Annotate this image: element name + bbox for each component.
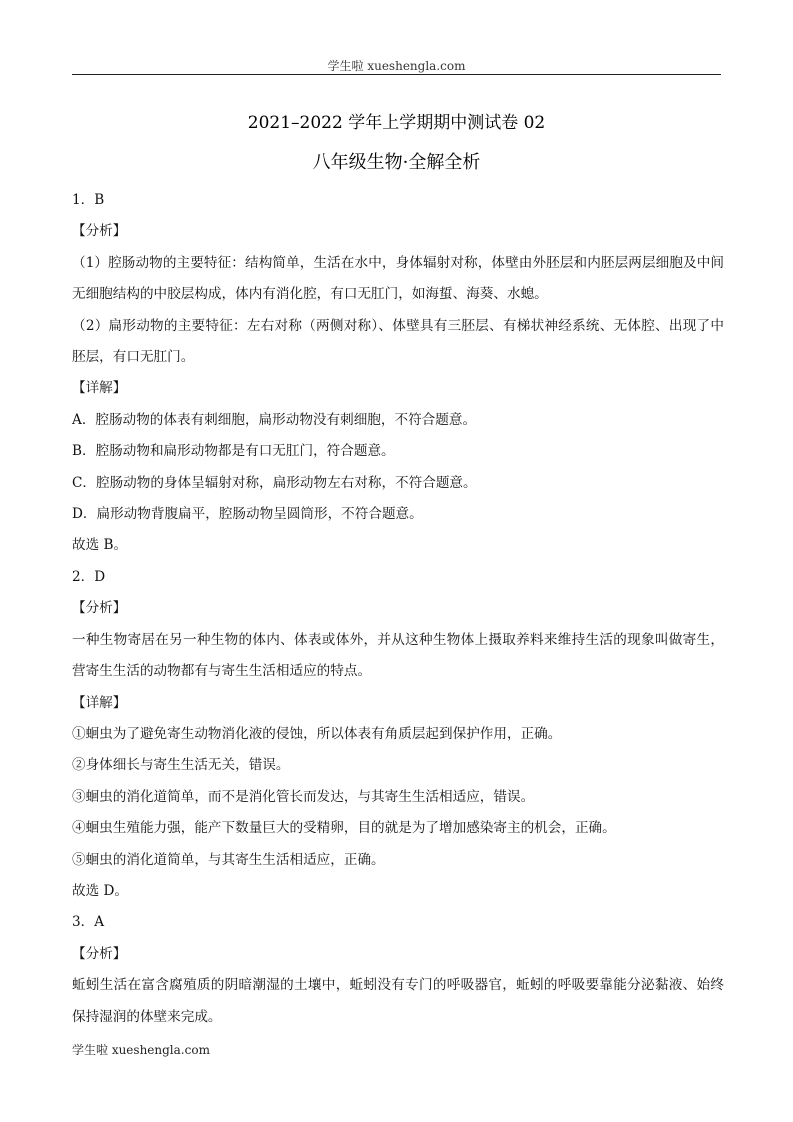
answer-2: 2．D [72,568,106,585]
document-body [72,185,724,1033]
conclusion: 故选 D。 [72,882,129,899]
page-header: 学生啦 xueshengla.com [327,59,466,73]
section-analysis-heading: 【分析】 [72,945,127,962]
paragraph: 蚯蚓生活在富含腐殖质的阴暗潮湿的土壤中，蚯蚓没有专门的呼吸器官，蚯蚓的呼吸要靠能分泌黏液、始终保持湿润的体壁来完成。 [72,977,724,1025]
section-analysis-heading: 【分析】 [72,223,127,240]
document-subtitle: 八年级生物·全解全析 [312,152,481,173]
paragraph: （2）扁形动物的主要特征：左右对称（两侧对称）、体壁具有三胚层、有梯状神经系统、无体腔、出现了中胚层，有口无肛门。 [72,317,724,366]
option-b: B．腔肠动物和扁形动物都是有口无肛门，符合题意。 [72,443,395,460]
section-detail-heading: 【详解】 [72,694,127,711]
paragraph: （1）腔肠动物的主要特征：结构简单，生活在水中，身体辐射对称，体壁由外胚层和内胚层两层细胞及中间无细胞结构的中胶层构成，体内有消化腔，有口无肛门，如海蜇、海葵、水螅。 [72,254,724,303]
section-analysis-heading: 【分析】 [72,600,127,617]
statement-2: ②身体细长与寄生生活无关，错误。 [72,757,290,774]
conclusion: 故选 B。 [72,537,128,554]
answer-1: 1．B [72,192,105,208]
document-title: 2021–2022 学年上学期期中测试卷 02 [247,113,546,133]
option-c: C．腔肠动物的身体呈辐射对称，扁形动物左右对称，不符合题意。 [72,474,477,491]
answer-3: 3．A [72,914,105,931]
option-a: A．腔肠动物的体表有刺细胞，扁形动物没有刺细胞，不符合题意。 [72,411,477,428]
statement-5: ⑤蛔虫的消化道简单，与其寄生生活相适应，正确。 [72,851,385,868]
statement-1: ①蛔虫为了避免寄生动物消化液的侵蚀，所以体表有角质层起到保护作用，正确。 [72,725,562,742]
paragraph: 一种生物寄居在另一种生物的体内、体表或体外，并从这种生物体上摄取养料来维持生活的现象叫做寄生，营寄生生活的动物都有与寄生生活相适应的特点。 [72,631,724,680]
statement-4: ④蛔虫生殖能力强，能产下数量巨大的受精卵，目的就是为了增加感染寄主的机会，正确。 [72,820,616,837]
header-divider [72,74,721,75]
section-detail-heading: 【详解】 [72,380,127,397]
statement-3: ③蛔虫的消化道简单，而不是消化管长而发达，与其寄生生活相适应，错误。 [72,788,535,805]
page-footer: 学生啦 xueshengla.com [72,1043,210,1057]
option-d: D．扁形动物背腹扁平，腔肠动物呈圆筒形，不符合题意。 [72,506,423,523]
